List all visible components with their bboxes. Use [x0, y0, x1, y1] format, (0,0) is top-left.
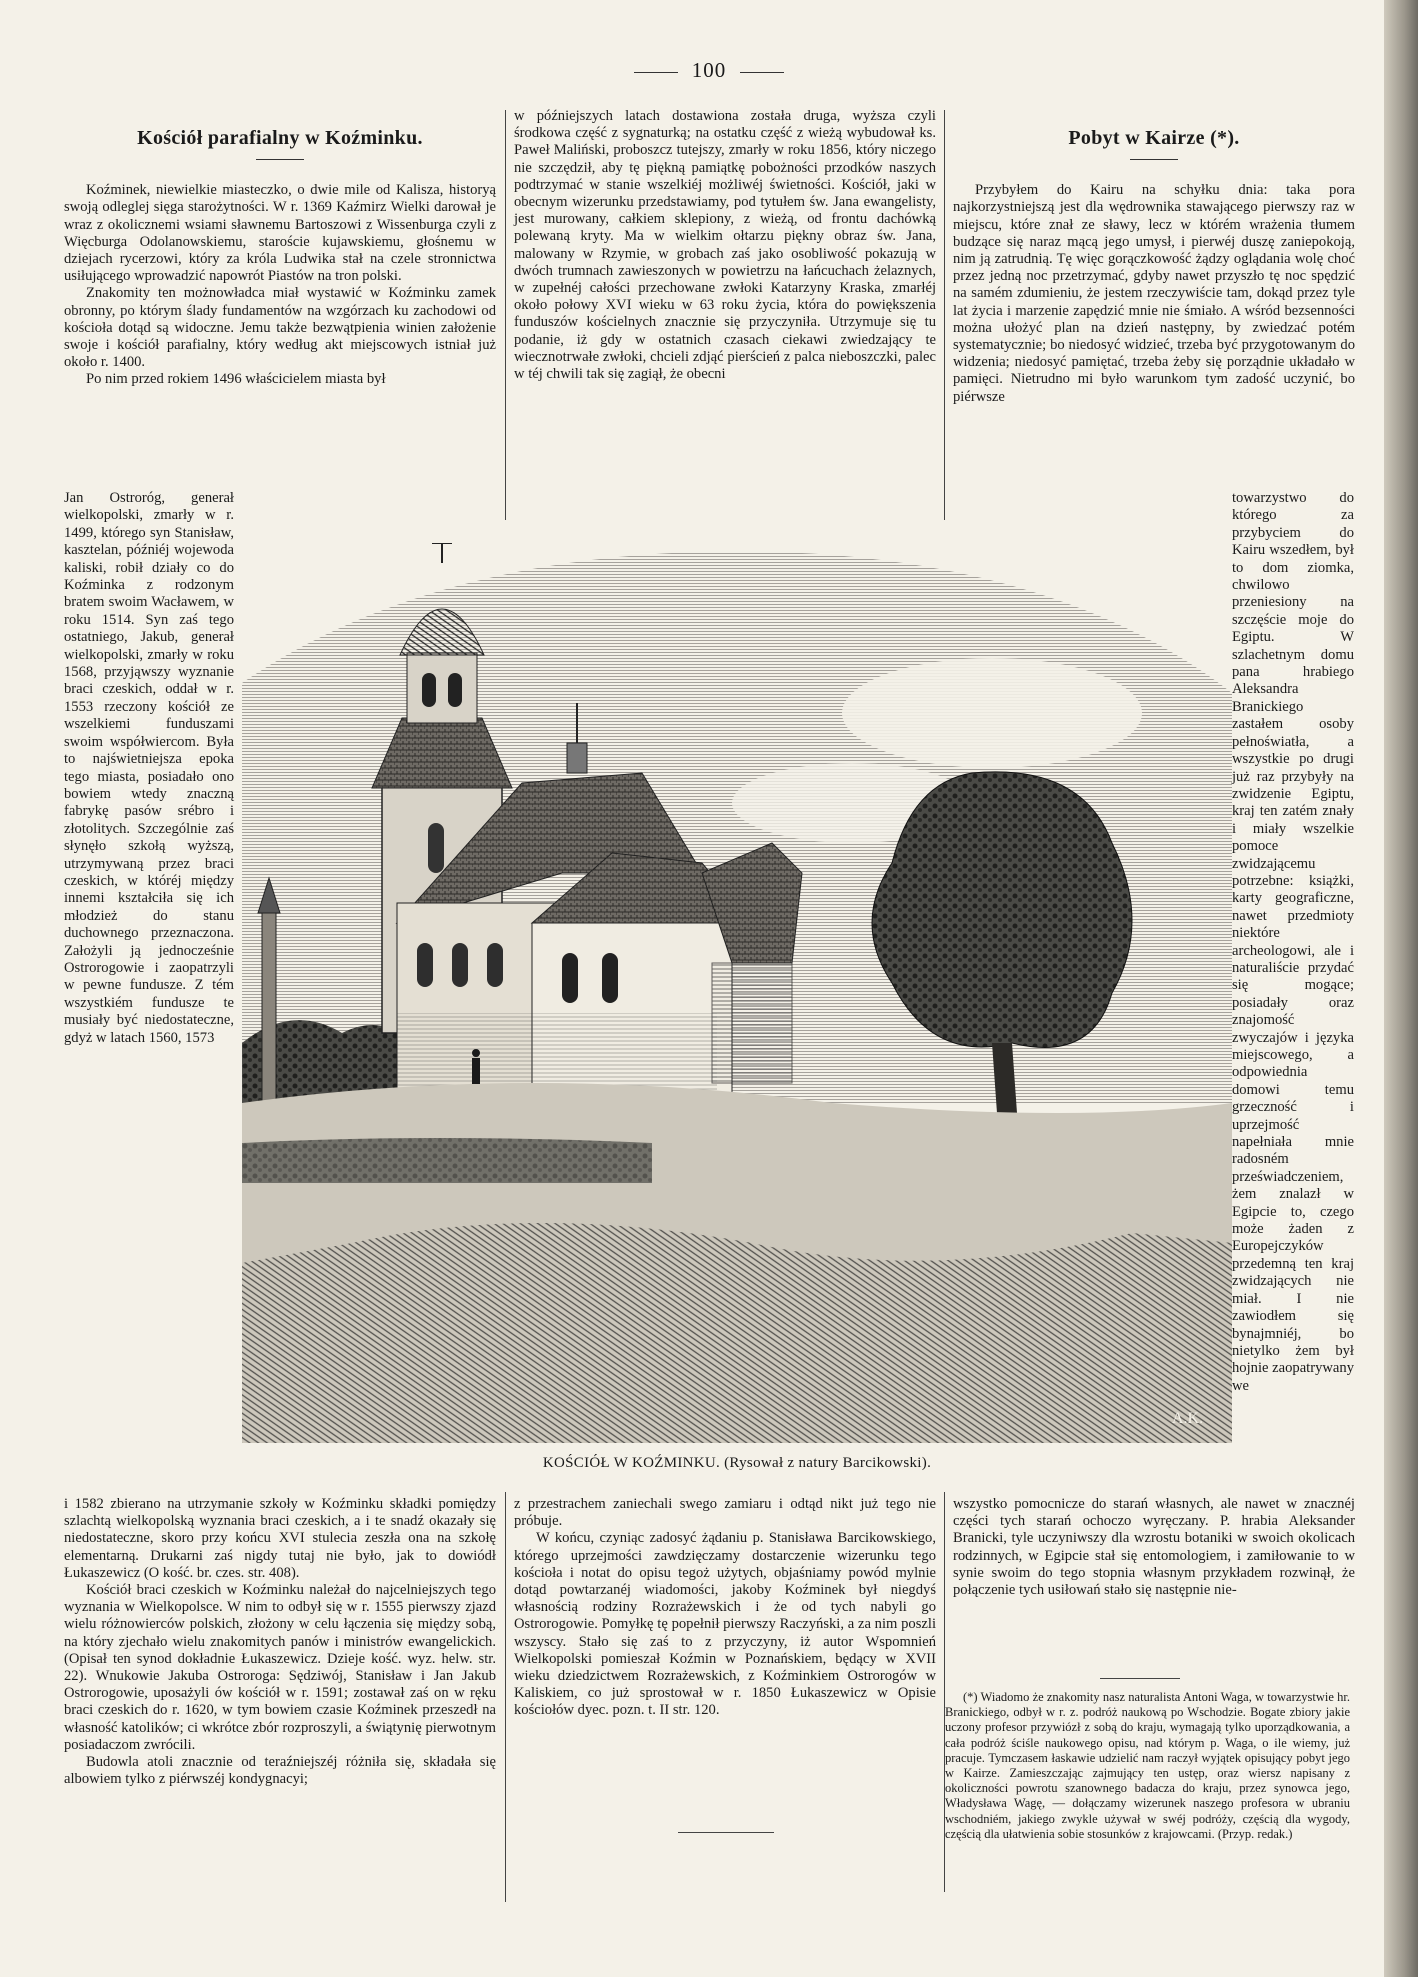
- end-rule: [678, 1832, 774, 1833]
- footnote-text: (*) Wiadomo że znakomity nasz naturalista Antoni Waga, w towarzystwie hr. Branickiego, odbył w r. z. podróż naukową po Wschodzie. Bogate zbiory jakie uczony profesor przywiózł z sobą do kraju, wymagają tylko uporządkowania, a cała podróż ściśle naukowego opisu, nad którym p. Waga, o ile wiemy, już pracuje. Tymczasem łaskawie udzielić nam raczył wyjątek opisujący pobyt jego w Kairze. Zamieszczając zajmujący ten ustęp, oraz wiersz napisany z okoliczności powrotu szanownego badacza do kraju, przez synowca jego, Władysława Wagę, — dołączamy wizerunek naszego profesora w ubraniu wschodniém, jakiego zwykle używał w swéj podróży, częścią dla wygody, częścią dla ułatwienia sobie stosunków z krajowcami. (Przyp. redak.): [945, 1690, 1350, 1841]
- left-paragraph: Kościół braci czeskich w Koźminku należał do najcelniejszych tego wyznania w Wielkopolsce. W nim to odbył się w r. 1555 pierwszy zjazd wielu różnowierców polskich, złożony w celu łączenia się między sobą, na który zjechało wielu znakomitych panów i ministrów ewangelickich. (Opisał ten synod dokładnie Łukaszewicz. Dzieje kość. wyz. helw. str. 22). Wnukowie Jakuba Ostroroga: Sędziwój, Stanisław i Jan Jakub Ostrorogowie, uposażyli ów kościół w r. 1591; zostawał zaś on w ręku braci czeskich do r. 1620, w tym bowiem czasie Koźminek przeszedł na własność katolików; ci wkrótce zbór rozproszyli, a świątynię pierwotnym posiadaczom zwrócili.: [64, 1582, 496, 1753]
- middle-paragraph: w późniejszych latach dostawiona została druga, wyższa czyli środkowa część z sygnaturką; na ostatku część z wieżą wybudował ks. Paweł Maliński, proboszcz tutejszy, zmarły w roku 1856, który niczego nie szczędził, aby tę piękną pamiątkę pobożności przodków naszych podtrzymać w stanie wszelkiéj możliwéj świetności. Kościół, jaki w obecnym wizerunku przedstawiamy, pod tytułem św. Jana ewangelisty, jest murowany, całkiem sklepiony, z wieżą, od frontu dachówką polewaną kryty. Ma w wielkim ołtarzu piękny obraz św. Jana, malowany w Rzymie, w grobach zaś jako osobliwość pokazują w dwóch trumnach zawieszonych w powietrzu na łańcuchach żelaznych, w zupełnéj całości przechowane zwłoki Katarzyny Kraska, zmarłéj około połowy XVI wieku w 63 roku życia, która do powiększenia funduszów kościelnych znacznie się przyczyniła. Utrzymuje się tu podanie, iż gdy w ostatnich czasach ciekawi zwiedzający te wiecznotrwałe zwłoki, chcieli zdjąć pierścień z palca nieboszczki, palec w téj chwili tak się zagiął, że obecni: [514, 108, 936, 383]
- column-rule-left-bottom: [505, 1492, 506, 1902]
- left-wrap-text: Jan Ostroróg, generał wielkopolski, zmarły w r. 1499, którego syn Stanisław, kasztelan, późniéj wojewoda kaliski, robił działy co do Koźminka z rodzonym bratem swoim Wacławem, w roku 1514. Syn zaś tego ostatniego, Jakub, generał wielkopolski, zmarły w roku 1568, przyjąwszy wyznanie braci czeskich, oddał w r. 1553 rzeczony kościół ze wszelkiemi funduszami swoim współwiercom. Była to najświetniejsza epoka tego miasta, posiadało ono bowiem wtedy znaczną fabrykę pasów srébro i złotolitych. Szczególnie zaś słynęło szkołą wyższą, utrzymywaną przez braci czeskich, w któréj między innemi kształciła się ich młodzież do stanu duchownego przeznaczona. Założyli ją jednocześnie Ostrorogowie i zaopatrzyli w pewne fundusze. Z tém wszystkiém fundusze te musiały być niedostateczne, gdyż w latach 1560, 1573: [64, 490, 234, 1046]
- left-paragraph: Budowla atoli znacznie od teraźniejszéj różniła się, składała się albowiem tylko z piérwszéj kondygnacyi;: [64, 1754, 496, 1788]
- left-paragraph: Koźminek, niewielkie miasteczko, o dwie mile od Kalisza, historyą swoją odleglej sięga starożytności. W r. 1369 Kaźmirz Wielki darował je wraz z okolicznemi wsiami sławnemu Bartoszowi z Wissenburga czyli z Więcburga Odolanowskiemu, staroście kujawskiemu, głośnemu w dziejach rycerzowi, który za króla Ludwika stał na czele stronnictwa usiłującego wprowadzić napowrót Piastów na tron polski.: [64, 182, 496, 285]
- footnote: [945, 1690, 1350, 1842]
- walking-figure: [472, 1058, 480, 1084]
- left-article-heading: Kościół parafialny w Koźminku.: [137, 127, 423, 149]
- left-paragraph: Po nim przed rokiem 1496 właścicielem miasta był: [86, 371, 386, 388]
- footnote-rule: [1100, 1678, 1180, 1679]
- middle-paragraph: W końcu, czyniąc zadosyć żądaniu p. Stanisława Barcikowskiego, którego uprzejmości zawdzięczamy dostarczenie wizerunku tego kościoła i notat do opisu tegoż użytych, objaśniamy powód mylnie dotąd powtarzanéj wiadomości, jakoby Koźminek był niegdyś własnością rodziny Rozrażewskich i że od tych nabyli go Ostrorogowie. Pomyłkę tę popełnił pierwszy Raczyński, a za nim poszli wszyscy. Stało się zaś to z przyczyny, iż autor Wspomnień Wielkopolski pomieszał Koźmin w Poznańskiem, będący w XVII wieku dziedzictwem Rozrażewskich, z Koźminkiem Ostrorogów w Kaliskiem, co już sprostował w r. 1850 Łukaszewicz w Opisie kościołów dyec. pozn. t. II str. 120.: [514, 1530, 936, 1719]
- church-engraving: [232, 543, 1242, 1443]
- left-paragraph: Znakomity ten możnowładca miał wystawić w Koźminku zamek obronny, po którym ślady fundamentów na wzgórzach ku zachodowi od kościoła dotąd są widoczne. Jemu także bezwątpienia winien założenie swoje i kościół parafialny, który według akt miejscowych istniał już około r. 1400.: [64, 285, 496, 371]
- right-paragraph: wszystko pomocnicze do starań własnych, ale nawet w znacznéj części tych starań ochoczo wyręczany. P. hrabia Aleksander Branicki, tyle uczyniwszy dla wzrostu botaniki w swoich okolicach rodzinnych, w Egipcie stał się entomologiem, i zamiłowanie to w synie swoim do tego stopnia własnym przykładem rozwinął, że połączenie tych usiłowań stało się następnie nie-: [953, 1496, 1355, 1599]
- cloud: [842, 658, 1142, 768]
- column-rule-right-top: [944, 110, 945, 520]
- left-column: [64, 128, 496, 389]
- heading-rule: [256, 159, 304, 160]
- right-paragraph: Przybyłem do Kairu na schyłku dnia: taka pora najkorzystniejszą jest dla wędrownika stawającego pierwszy raz w miejscu, które znał ze sławy, lecz w którém wrażenia tłumem budzące się naraz mącą jego umysł, i pierwéj duszę zaniepokoją, nim ją zatrudnią. Tę więc gorączkowość żądzy oglądania wolę choć przez jedną noc przetrzymać, gdyby nawet przyszło tę noc spędzić na samém zdumieniu, że jestem rzeczywiście tam, dokąd przez tyle lat życia i marzenie zapędzić mnie nie śmiało. A wśród bezsenności można ułożyć plan na dzień następny, by zwiedzać potém systematycznie; bo niedosyć widzieć, trzeba być przygotowanym do widzenia; niedosyć pamiętać, trzeba żeby się porządnie układało w pamięci. Nietrudno mi było warunkom tym zadość uczynić, bo piérwsze: [953, 182, 1355, 405]
- illustration-caption: KOŚCIÓŁ W KOŹMINKU. (Rysował z natury Barcikowski).: [542, 1455, 932, 1471]
- binding-edge: [1384, 0, 1418, 1977]
- page-number: 100: [0, 58, 1418, 83]
- engraver-signature: A.K.: [1172, 1410, 1204, 1427]
- right-column: [953, 128, 1355, 406]
- middle-column: [514, 108, 936, 383]
- middle-paragraph: z przestrachem zaniechali swego zamiaru i odtąd nikt już tego nie próbuje.: [514, 1496, 936, 1530]
- right-article-heading: Pobyt w Kairze (*).: [1068, 127, 1240, 149]
- foreground: [242, 1223, 1232, 1443]
- right-wrap-text: towarzystwo do którego za przybyciem do Kairu wszedłem, był to dom ziomka, chwilowo przeniesiony na szczęście moje do Egiptu. W szlachetnym domu pana hrabiego Aleksandra Branickiego zastałem osoby pełnoświatła, a wszystkie po drugi już raz przybyły na zwidzenie Egiptu, kraj ten zatém znały i miały wszelkie pomoce zwidzającemu potrzebne: książki, karty geograficzne, nawet przedmioty niektóre archeologowi, ale i naturaliście przydać się mogące; posiadały oraz znajomość zwyczajów i języka miejscowego, a odpowiednia domowi temu grzeczność i uprzejmość napełniała mnie radosném przeświadczeniem, żem znalazł w Egipcie to, czego może żaden z Europejczyków przedemną ten kraj zwidzających nie miał. I nie zawiodłem się bynajmniéj, bo nietylko żem był hojnie zaopatrywany we: [1232, 490, 1354, 1394]
- left-paragraph: i 1582 zbierano na utrzymanie szkoły w Koźminku składki pomiędzy szlachtą wielkopolską wyznania braci czeskich, a i te snadź okazały się niedostateczne, skoro przy końcu XVI stulecia zeszła ona na szkołę elementarną. Drukarni zaś nigdy tutaj nie było, jak to dowiódł Łukaszewicz (O kość. br. czes. str. 408).: [64, 1496, 496, 1581]
- right-column-bottom: [953, 1496, 1355, 1599]
- middle-column-bottom: [514, 1496, 936, 1720]
- column-rule-left-top: [505, 110, 506, 520]
- heading-rule: [1130, 159, 1178, 160]
- left-column-bottom: [64, 1496, 496, 1788]
